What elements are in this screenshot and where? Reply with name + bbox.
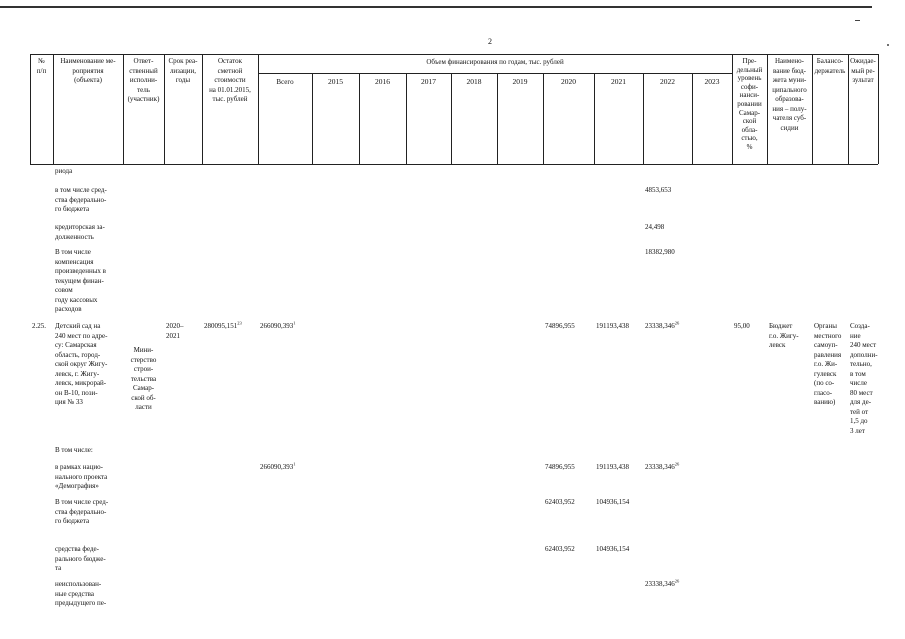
- header-col-budget: Наимено- вание бюд- жета муни- ципального образова- ния – полу- чателя суб- сидии: [772, 57, 807, 132]
- header-col-remaining: Остаток сметной стоимости на 01.01.2015, тыс. рублей: [209, 57, 251, 103]
- row-name: кредиторская за- долженность: [55, 223, 105, 241]
- row-name: В том числе:: [55, 446, 93, 454]
- header-col-name: Наименование ме- роприятия (объекта): [60, 57, 116, 84]
- cell-value-2022: 18382,980: [645, 248, 675, 256]
- cell-value-2021: 191193,438: [596, 322, 629, 330]
- cell-value-2021: 104936,154: [596, 498, 630, 506]
- cell-value-2022: 24,498: [645, 223, 665, 231]
- scan-mark: [855, 20, 860, 21]
- row-name: средства феде- рального бюдже- та: [55, 545, 106, 572]
- table-col-line: [359, 73, 360, 164]
- cell-value-2020: 62403,952: [545, 545, 575, 553]
- table-col-line: [594, 73, 595, 164]
- row-term: 2020– 2021: [166, 322, 184, 340]
- row-name: риода: [55, 167, 73, 175]
- page-number: 2: [488, 37, 492, 46]
- header-col-executor: Ответ- ственный исполни- тель (участник): [127, 57, 160, 103]
- cell-value-2020: 62403,952: [545, 498, 575, 506]
- scan-mark: [887, 44, 889, 46]
- table-col-line: [497, 73, 498, 164]
- cell-total: 266090,393$^1$: [260, 461, 296, 471]
- cell-budget: Бюджет г.о. Жигу- левск: [769, 322, 799, 349]
- cell-result: Созда- ние 240 мест дополни- тельно, в том числе 80 мест для де- тей от 1,5 до 3 лет: [850, 322, 878, 435]
- cell-value-2020: 74896,955: [545, 322, 575, 330]
- cell-value-2022: 23338,346$^{26}$: [645, 578, 680, 588]
- header-year: 2016: [375, 77, 390, 86]
- row-name: в рамках нацио- нального проекта «Демография»: [55, 463, 108, 490]
- row-name: в том числе сред- ства федерально- го бюджета: [55, 186, 107, 213]
- table-col-line: [543, 73, 544, 164]
- cell-value-2022: 23338,346$^{26}$: [645, 461, 680, 471]
- cell-remaining: 280095,151$^{23}$: [204, 320, 242, 330]
- table-header-bottom: [30, 164, 878, 165]
- table-col-line: [643, 73, 644, 164]
- cell-value-2021: 104936,154: [596, 545, 630, 553]
- cell-total: 266090,393$^1$: [260, 320, 296, 330]
- table-col-line: [451, 73, 452, 164]
- header-year: 2021: [611, 77, 626, 86]
- cell-value-2022: 23338,346$^{26}$: [645, 320, 680, 330]
- header-col-total: Всего: [276, 78, 294, 86]
- header-col-funding: Объем финансирования по годам, тыс. рублей: [426, 58, 564, 66]
- header-col-holder: Балансо- держатель: [814, 57, 846, 75]
- header-col-result: Ожидае- мый ре- зультат: [850, 57, 876, 84]
- row-name: Детский сад на 240 мест по адре- су: Самарская область, город- ской округ Жигу- левск, г. Жигу- левск, микрорай- он В-10, пози- ция № 33: [55, 322, 108, 406]
- table-col-line: [878, 54, 879, 164]
- header-year: 2020: [561, 77, 576, 86]
- row-executor: Мини- стерство строи- тельства Самар- ской об- ласти: [130, 346, 157, 411]
- header-year: 2019: [512, 77, 528, 86]
- table-col-line: [406, 73, 407, 164]
- cell-value-2020: 74896,955: [545, 463, 575, 471]
- row-name: неиспользован- ные средства предыдущего пе-: [55, 580, 107, 607]
- row-number: 2.25.: [32, 322, 46, 330]
- header-col-number: № п/п: [36, 57, 47, 75]
- header-col-max-level: Пре- дельный уровень софи- нанси- ровании Самар- ской обла- стью, %: [736, 57, 763, 151]
- cell-max-level: 95,00: [734, 322, 750, 330]
- row-name: В том числе сред- ства федерально- го бюджета: [55, 498, 109, 525]
- table-col-line: [692, 73, 693, 164]
- header-col-term: Срок реа- лизации, годы: [168, 57, 198, 84]
- table-col-line: [258, 54, 259, 164]
- header-year: 2023: [704, 77, 720, 86]
- top-rule: [0, 6, 872, 8]
- table-year-rule: [258, 73, 732, 74]
- header-year: 2015: [328, 77, 343, 86]
- cell-value-2021: 191193,438: [596, 463, 629, 471]
- header-year: 2017: [421, 77, 436, 86]
- header-year: 2022: [660, 77, 675, 86]
- row-name: В том числе компенсация произведенных в текущем финан- совом году кассовых расходов: [55, 248, 106, 313]
- header-year: 2018: [466, 77, 482, 86]
- cell-holder: Органы местного самоуп- равления г.о. Жи- гулевск (по со- гласо- ванию): [814, 322, 842, 406]
- table-col-line: [312, 73, 313, 164]
- table-border-top: [30, 54, 878, 55]
- cell-value-2022: 4853,653: [645, 186, 672, 194]
